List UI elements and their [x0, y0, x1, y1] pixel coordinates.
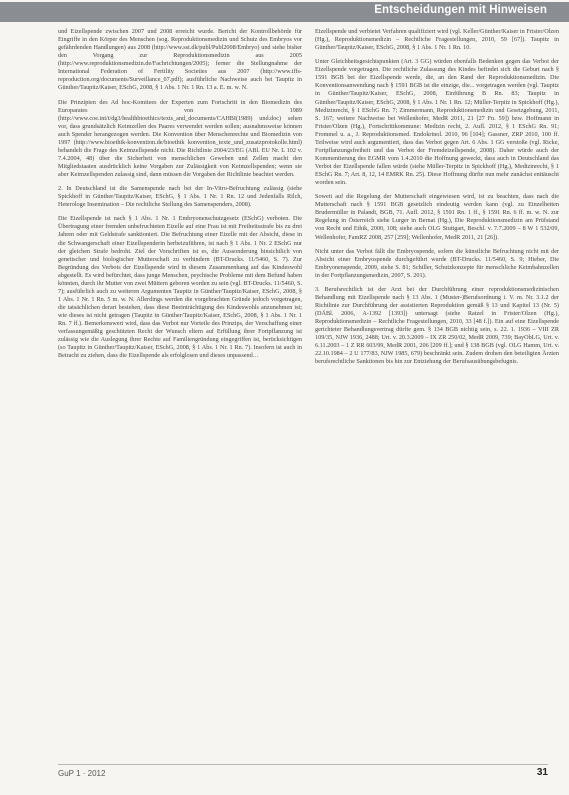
right-paragraph-2: Unter Gleichheitsgesichtspunkten (Art. 3 GG) würden ebenfalls Bedenken gegen das Verbot der Eizellspende vorgetragen. Die rechtliche Zulassung des Kindes befindet sich die Geburt nach § 1591 BGB bei der Eizellspende werde, die, an den Rand der Reproduktionsmedizin. Die Konventionsanwendung nach § 1591 BGB ist die einzige, die... vorgetragen werden (vgl. Taupitz in Günther/Taupitz/Kaiser, ESchG, 2008, Einführung B Rn. 83; Taupitz in Günther/Taupitz/Kaiser, ESchG, 2008, § 1 Abs. 1 Nr. 1 Rn. 12; Müller-Terpitz in Spickhoff (Hg.), Medizinrecht, § 1 ESchG Rn. 7; Zimmermann, Reproduktionsmedizin und Gesetzgebung, 2011, S. 167; weitere Nachweise bei Wellenhofer, MedR 2011, 21 [27 Fn. 59]) bzw. Hoffmann in Frister/Olzen (Hg.), Fortschrittkommune: Medizin recht, 2. Aufl. 2012, § 1 ESchG Rn. 91; Frommel u. a., J. Reproduktionsmed. Endokrinol. 2010, 96 [104]; Gassner, ZRP 2010, 100 ff. Teilweise wird auch argumentiert, dass das Verbot gegen Art. 6 Abs. 1 GG verstoße (vgl. Ricke, Fortpflanzungsfreiheit und das Verbot der Fremdeizellspende, 2008). Daher würde auch der Kommentierung des EGMR vom 1.4.2010 die Hoffnung geweckt, dass auch in Deutschland das Verbot der Eizellspende fallen würde (siehe Müller-Terpitz in Spickhoff (Hg.), Medizinrecht, § 1 ESchG Rn. 7; Art. 8, 12, 14 EMRK Rn. 25). Diese Hoffnung dürfte nun mehr zunächst enttäuscht worden sein.	[315, 58, 559, 187]
right-column	[315, 28, 559, 366]
right-paragraph-1: Eizellspende und verbietet Verfahren qualifiziert wird (vgl. Keller/Günther/Kaiser in Frister/Olzen (Hg.), Reproduktionsmedizin – Rechtliche Fragestellungen, 2010, 59 [67]). Taupitz in Günther/Taupitz/Kaiser, ESchG, 2008, § 1 Abs. 1 Nr. 1 Rn. 10.	[315, 28, 559, 52]
left-paragraph-4: Die Eizellspende ist nach § 1 Abs. 1 Nr. 1 Embryonenschutzgesetz (ESchG) verboten. Die Übertragung einer fremden unbefruchteten Eizelle auf eine Frau ist mit Freiheitsstrafe bis zu drei Jahren oder mit Geldstrafe sanktioniert. Die Befruchtung einer Eizelle mit der Absicht, diese in die Schwangerschaft einer Eizellspenderin herbeizuführen, ist nach § 1 Abs. 1 Nr. 2 ESchG nur der gleichen Strafe bedroht. Ziel der Vorschriften ist es, die Aussonderung hinsichtlich von genetischer und biologischer Mutterschaft zu verhindern (BT-Drucks. 11/5460, S. 7). Zur Begründung des Verbots der Eizellspende wird in diesem Zusammenhang auf das Kindeswohl abgestellt. Es wird befürchtet, dass junge Menschen, psychische Probleme mit dem Befund haben könnten, durch ihr Mutter von zwei Müttern geboren worden zu sein (vgl. BT-Drucks. 11/5460, S. 7); ausführlich auch zu weiteren Argumenten Taupitz in Günther/Taupitz/Kaiser, ESchG, 2008, § 1 Abs. 1 Nr. 1 Rn. 5 m. w. N. Allerdings werden die vorgebrachten Gründe jedoch vorgetragen, die tatsächlichen derart bestehen, dass diese Beeinträchtigung des Kindeswohls anzunehmen ist; wie dieses ist nicht getragen (Taupitz in Günther/Taupitz/Kaiser, ESchG, 2008, § 1 Abs. 1 Nr. 1 Rn. 7 ff.). Bemerkenswert wird, dass das Verbot nur Vorteile des Prinzips, der Verschaffung einer verfassungsmäßig geschützten Recht der Wunsch eltern auf Erfüllung ihrer Fortpflanzung ist zulässig wie die Auslegung ihrer Rechte auf Familiengründung eingegriffen ist, berücksichtigen (so Taupitz in Günther/Taupitz/Kaiser, ESchG, 2008, § 1 Abs. 1 Nr. 1 Rn. 7). Insofern ist auch in Betracht zu ziehen, dass die Eizellspende als erfolglosen und dieses unpassend…	[58, 215, 302, 360]
right-paragraph-3: Soweit auf die Regelung der Mutterschaft eingewiesen wird, ist zu beachten, dass nach die Mutterschaft nach § 1591 BGB gesetzlich eindeutig werden kann (vgl. zu Einzelheiten Brudermüller in Palandt, BGB, 71. Aufl. 2012, § 1591 Rn. 1 ff., § 1591 Rn. 6 ff. m. w. N. zur Regelung in Österreich siehe Lurger in Bernat (Hg.), Die Reproduktionsmedizin am Prüfstand von Recht und Ethik, 2000, 108; siehe auch OLG Stuttgart, Beschl. v. 7.7.2009 – 8 W 1 532/09, Wellenhofer, FamRZ 2008, 257 [259]; Wellenhofer, MedR 2011, 21 [26]).	[315, 193, 559, 241]
right-paragraph-5: 3. Berufsrechtlich ist der Arzt bei der Durchführung einer reproduktionsmedizinischen Behandlung mit Eizellspende nach § 13 Abs. 1 (Muster-)Berufsordnung i. V. m. Nr. 3.1.2 der Richtlinie zur Durchführung der assistierten Reproduktion gemäß § 13 und Kapitel 13 (Nr. 5) (DÄBl. 2006, A-1392 [1393]) untersagt (siehe Ratzel in Frister/Olzen (Hg.), Reproduktionsmedizin – Rechtliche Fragestellungen, 2010, 33 [48 f.]). Ein auf eine Eizellspende gerichteter Behandlungsvertrag dürfte gem. § 134 BGB nichtig sein, s. 22. 1. 1936 – VIII ZR 109/35, NJW 1936, 2488; Urt. v. 20.3.2009 – IX ZR 250/02, MedR 2009, 739; BayObLG, Urt. v. 6.11.2003 – 1 Z RR 603/99, MedR 2001, 206 [209 ff.]; und § 138 BGB (vgl. OLG Hamm, Urt. v. 22.10.1984 – 2 U 177/83, NJW 1985, 679) beschränkt sein. Zudem drohen den beteiligten Ärzten berufsrechtliche Sanktionen bis hin zur Entziehung der Berufsausübungsbefugnis.	[315, 285, 559, 366]
section-banner	[0, 2, 569, 22]
left-paragraph-1: und Eizellspende zwischen 2007 und 2008 erreicht wurde. Bericht der Kontrollbehörde für Eingriffe in den Körper des Menschen (sog. Reproduktionsmedizin und Schutz des Embryos vor gefährdenden Handlungen) aus 2008 (http://www.sst.dk/publ/Publ2008/Embryo) und siehe bisher den Vorgang zur Reproduktionsmedizin aus 2005 (http://www.reproduktionsmedizin.de/Fachrichtungen/2005); ferner die Stellungnahme der International Federation of Fertility Societies aus 2007 (http://www.iffs-reproduction.org/documents/Surveillance_07.pdf); ausführliche Nachweise auch bei Taupitz in Günther/Taupitz/Kaiser, ESchG, 2008, § 1 Abs. 1 Nr. 1 Rn. 13 a. E. m. w. N.	[58, 28, 302, 92]
left-column	[58, 28, 302, 360]
section-title: Entscheidungen mit Hinweisen	[374, 4, 547, 16]
left-paragraph-3: 2. In Deutschland ist die Samenspende nach bei der In-Vitro-Befruchtung zulässig (siehe Spickhoff in Günther/Taupitz/Kaiser, ESchG, § 1 Abs. 1 Nr. 1 Rn. 12 und Jedenfalls Rilch, Heterologe Insemination – Die rechtliche Stellung des Samenspenders, 2008).	[58, 185, 302, 209]
journal-issue: GuP 1 · 2012	[58, 769, 106, 778]
right-paragraph-4: Nicht unter das Verbot fällt die Embryospende, sofern die künstliche Befruchtung nicht mit der Absicht einer Embryospende durchgeführt wurde (BT-Drucks. 11/5460, S. 9; Hieber, Die Embryonenspende, 2009, siehe S. 81; Schiller, Schutzkonzepte für menschliche Keimbahnzellen in der Fortpflanzungsmedizin, 2007, S. 201).	[315, 247, 559, 279]
footer-divider	[58, 764, 548, 765]
page-number: 31	[536, 767, 548, 778]
left-paragraph-2: Die Prinzipien des Ad hoc-Komitees der Experten zum Fortschritt in den Biomedizin des Europarates von 1989 (http://www.coe.int/t/dg3/healthbioethics/texts_and_documents/CAHBI(1989) und.doc) sehen vor, dass grundsätzlich Keimzellen des Paares verwendet werden sollen; ausnahmsweise können auch Spender herangezogen werden. Die Konvention über Menschenrechte und Biomedizin von 1997 (http://www.bioethik-konvention.de/bioethik konvention_texte_und_zusatzprotokolle.html) behandelt die Frage des Keimzellspende nicht. Die Richtlinie 2004/23/EG (ABl. EU Nr. L 102 v. 7.4.2004, 48) über die Sicherheit von menschlichen Geweben und Zellen macht den Mitgliedstaaten ausdrücklich keine Vorgaben zur Zulässigkeit von Keimzellspenden; wenn sie aber Keimzellspenden zulassig sind, dann müssen die Vorgaben der Richtlinie beachtet werden.	[58, 98, 302, 179]
